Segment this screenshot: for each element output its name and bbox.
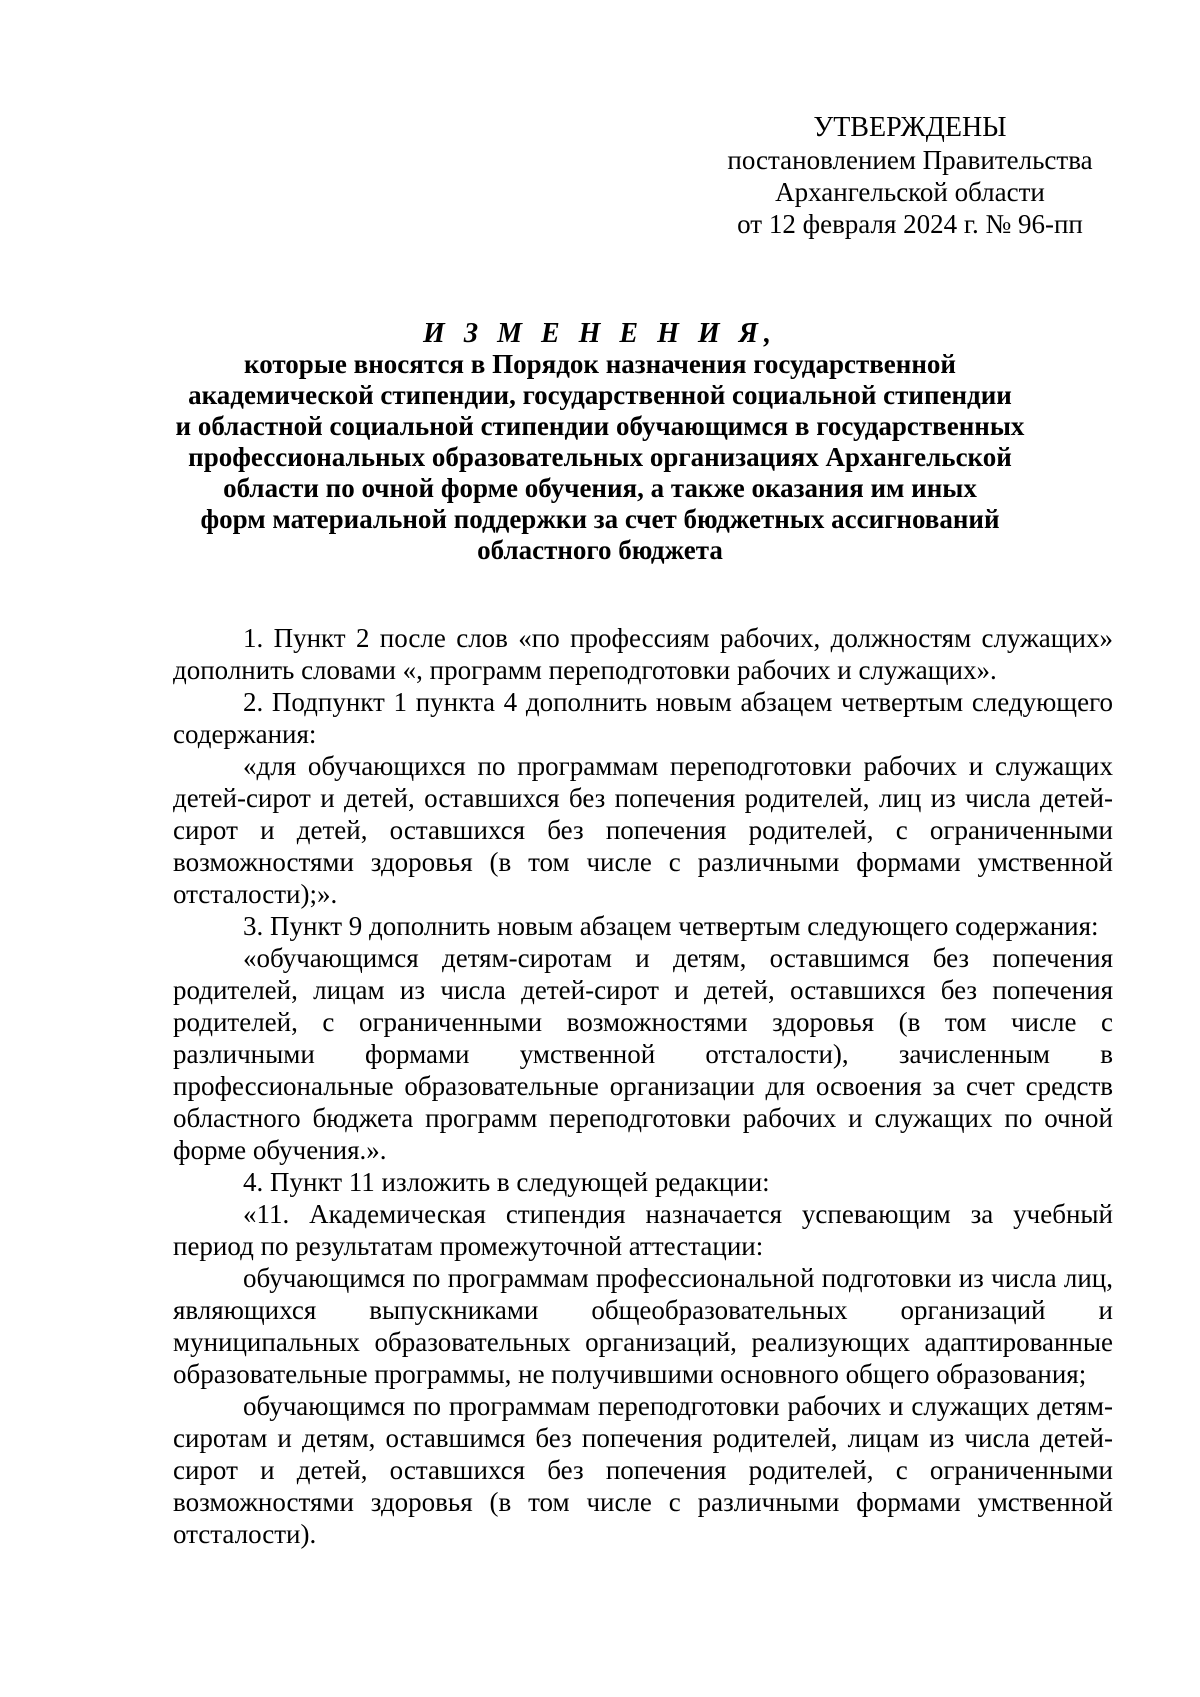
approval-title: УТВЕРЖДЕНЫ	[813, 112, 1007, 143]
heading-line: областного бюджета	[477, 535, 723, 565]
heading-line: профессиональных образовательных организациях Архангельской	[188, 442, 1012, 472]
heading-line: и областной социальной стипендии обучающимся в государственных	[175, 411, 1025, 441]
heading-line: области по очной форме обучения, а также оказания им иных	[223, 473, 977, 503]
heading-line: форм материальной поддержки за счет бюджетных ассигнований	[200, 504, 1000, 534]
paragraph-quote-3: «11. Академическая стипендия назначается успевающим за учебный период по результатам промежуточной аттестации:	[173, 1199, 1113, 1261]
document-heading	[150, 318, 1050, 566]
document-body	[173, 622, 1113, 1550]
approval-line-3: от 12 февраля 2024 г. № 96-пп	[737, 209, 1083, 239]
paragraph-quote-2: «обучающимся детям-сиротам и детям, оставшимся без попечения родителей, лицам из числа детей-сирот и детей, оставшихся без попечения родителей, с ограниченными возможностями здоровья (в том числе с различными формами умственной отсталости), зачисленным в профессиональные образовательные организации для освоения за счет средств областного бюджета программ переподготовки рабочих и служащих по очной форме обучения.».	[173, 943, 1113, 1165]
paragraph-quote-1: «для обучающихся по программам переподготовки рабочих и служащих детей-сирот и детей, оставшихся без попечения родителей, лиц из числа детей-сирот и детей, оставшихся без попечения родителей, с ограниченными возможностями здоровья (в том числе с различными формами умственной отсталости);».	[173, 751, 1113, 909]
paragraph-item-2: 2. Подпункт 1 пункта 4 дополнить новым абзацем четвертым следующего содержания:	[173, 687, 1113, 749]
paragraph-quote-4: обучающимся по программам профессиональной подготовки из числа лиц, являющихся выпускниками общеобразовательных организаций и муниципальных образовательных организаций, реализующих адаптированные образовательные программы, не получившими основного общего образования;	[173, 1263, 1113, 1389]
heading-line: академической стипендии, государственной социальной стипендии	[188, 380, 1012, 410]
approval-block	[690, 112, 1130, 240]
approval-line-1: постановлением Правительства	[727, 145, 1093, 175]
paragraph-quote-5: обучающимся по программам переподготовки рабочих и служащих детям-сиротам и детям, оставшимся без попечения родителей, лицам из числа детей-сирот и детей, оставшихся без попечения родителей, с ограниченными возможностями здоровья (в том числе с различными формами умственной отсталости).	[173, 1391, 1113, 1549]
heading-line: которые вносятся в Порядок назначения государственной	[244, 349, 956, 379]
paragraph-item-1: 1. Пункт 2 после слов «по профессиям рабочих, должностям служащих» дополнить словами «, программ переподготовки рабочих и служащих».	[173, 623, 1113, 685]
approval-line-2: Архангельской области	[775, 177, 1045, 207]
paragraph-item-3: 3. Пункт 9 дополнить новым абзацем четвертым следующего содержания:	[243, 911, 1099, 941]
heading-title: И З М Е Н Е Н И Я,	[423, 318, 777, 349]
paragraph-item-4: 4. Пункт 11 изложить в следующей редакции:	[243, 1167, 770, 1197]
